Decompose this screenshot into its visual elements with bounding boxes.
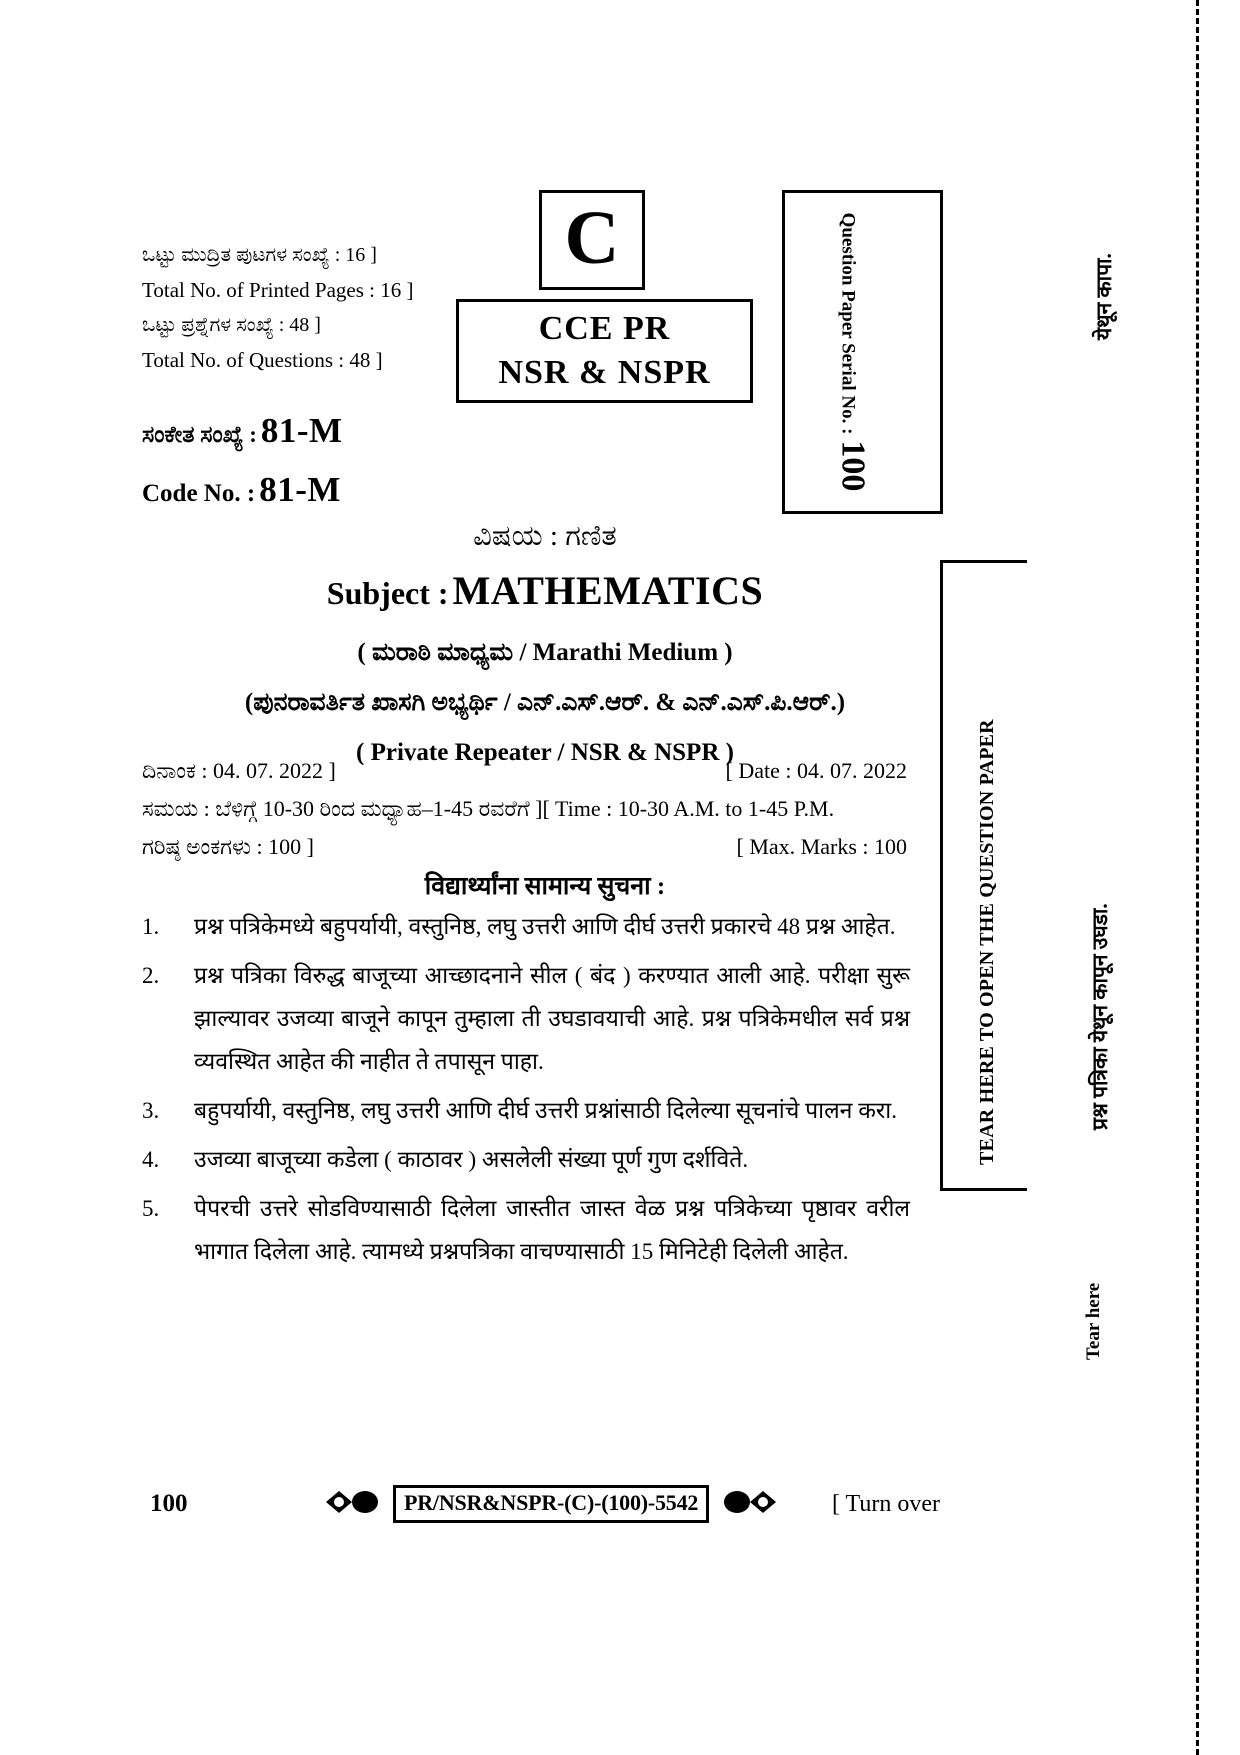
exam-time-kannada: ಸಮಯ : ಬೆಳಿಗ್ಗೆ 10-30 ರಿಂದ ಮಧ್ಯಾಹ–1-45 ರವರೆಗೆ ] bbox=[142, 796, 543, 821]
exam-info-block bbox=[142, 752, 907, 866]
diamond-ornament-left-icon bbox=[325, 1489, 381, 1520]
code-number-value-kn: 81-M bbox=[260, 411, 343, 450]
footer-turn-over: [ Turn over bbox=[831, 1490, 940, 1517]
question-paper-serial-value: 100 bbox=[834, 440, 872, 492]
instruction-text: पेपरची उत्तरे सोडविण्यासाठी दिलेला जास्तीत जास्त वेळ प्रश्न पत्रिकेच्या पृष्ठावर वरील भागात दिलेला आहे. त्यामध्ये प्रश्नपत्रिका वाचण्यासाठी 15 मिनिटेही दिलेली आहेत. bbox=[194, 1196, 910, 1264]
total-questions-en: Total No. of Questions : 48 ] bbox=[142, 348, 383, 372]
printed-pages-meta bbox=[142, 238, 482, 378]
version-letter-box bbox=[539, 190, 645, 290]
footer-page-number: 100 bbox=[150, 1490, 188, 1517]
exam-marks-row bbox=[142, 828, 907, 866]
code-number-value-en: 81-M bbox=[259, 470, 341, 509]
code-number-label-en: Code No. : bbox=[142, 480, 256, 507]
exam-date-english: [ Date : 04. 07. 2022 bbox=[725, 758, 907, 783]
instruction-item bbox=[142, 1138, 910, 1181]
instruction-number: 5. bbox=[142, 1196, 160, 1221]
question-paper-serial-label: Question Paper Serial No. : bbox=[837, 212, 859, 435]
max-marks-kannada: ಗರಿಷ್ಠ ಅಂಕಗಳು : 100 ] bbox=[142, 834, 314, 859]
diamond-ornament-right-icon bbox=[721, 1489, 777, 1520]
question-paper-serial-inner bbox=[834, 213, 872, 492]
instruction-number: 3. bbox=[142, 1098, 160, 1123]
total-printed-pages-en: Total No. of Printed Pages : 16 ] bbox=[142, 278, 414, 302]
tear-note-side-english: TEAR HERE TO OPEN THE QUESTION PAPER bbox=[976, 719, 998, 1165]
instruction-text: उजव्या बाजूच्या कडेला ( काठावर ) असलेली संख्या पूर्ण गुण दर्शविते. bbox=[194, 1147, 749, 1172]
candidate-category-english: ( Private Repeater / NSR & NSPR ) bbox=[356, 739, 734, 766]
total-questions-kn: ಒಟ್ಟು ಪ್ರಶ್ನೆಗಳ ಸಂಖ್ಯೆ : 48 ] bbox=[142, 314, 321, 336]
tear-note-bottom-english: Tear here bbox=[1083, 1282, 1104, 1360]
subject-block bbox=[150, 510, 940, 777]
instructions-list bbox=[142, 905, 910, 1279]
candidate-category-kannada: (ಪುನರಾವರ್ತಿತ ಖಾಸಗಿ ಅಭ್ಯರ್ಥಿ / ಎನ್.ಎಸ್.ಆರ್. & ಎನ್.ಎಸ್.ಪಿ.ಆರ್.) bbox=[244, 689, 846, 716]
instruction-number: 1. bbox=[142, 914, 160, 939]
footer-print-code-group bbox=[325, 1485, 777, 1523]
exam-time-english: [ Time : 10-30 A.M. to 1-45 P.M. bbox=[542, 796, 835, 821]
instruction-item bbox=[142, 954, 910, 1083]
instruction-item bbox=[142, 1089, 910, 1132]
exam-type-line-1: CCE PR bbox=[538, 310, 671, 347]
exam-type-line-2: NSR & NSPR bbox=[498, 354, 711, 391]
exam-type-box bbox=[456, 299, 753, 403]
exam-date-kannada: ದಿನಾಂಕ : 04. 07. 2022 ] bbox=[142, 758, 336, 783]
code-number-kn-row bbox=[142, 405, 522, 464]
code-number-label-kn: ಸಂಕೇತ ಸಂಖ್ಯೆ : bbox=[142, 422, 257, 447]
max-marks-english: [ Max. Marks : 100 bbox=[736, 834, 907, 859]
version-letter: C bbox=[564, 196, 620, 280]
tear-note-side-marathi: प्रश्न पत्रिका येथून कापून उघडा. bbox=[1088, 903, 1112, 1130]
subject-label: Subject : bbox=[326, 575, 449, 611]
page-footer bbox=[150, 1485, 940, 1523]
instruction-text: बहुपर्यायी, वस्तुनिष्ठ, लघु उत्तरी आणि दीर्घ उत्तरी प्रश्नांसाठी दिलेल्या सूचनांचे पालन करा. bbox=[194, 1098, 897, 1123]
medium-line: ( ಮರಾಠಿ ಮಾಧ್ಯಮ / Marathi Medium ) bbox=[357, 639, 733, 666]
instruction-item bbox=[142, 905, 910, 948]
tear-line-dashed bbox=[1196, 0, 1199, 1755]
subject-name: MATHEMATICS bbox=[452, 568, 764, 613]
code-number-block bbox=[142, 405, 522, 523]
instruction-text: प्रश्न पत्रिका विरुद्ध बाजूच्या आच्छादनाने सील ( बंद ) करण्यात आली आहे. परीक्षा सुरू झाल्यावर उजव्या बाजूने कापून तुम्हाला ती उघडावयाची आहे. प्रश्न पत्रिकेमधील सर्व प्रश्न व्यवस्थित आहेत की नाहीत ते तपासून पाहा. bbox=[194, 963, 910, 1074]
subject-title-english bbox=[150, 562, 940, 629]
exam-date-row bbox=[142, 752, 907, 790]
total-printed-pages-kn: ಒಟ್ಟು ಮುದ್ರಿತ ಪುಟಗಳ ಸಂಖ್ಯೆ : 16 ] bbox=[142, 244, 377, 266]
footer-print-code: PR/NSR&NSPR-(C)-(100)-5542 bbox=[393, 1485, 709, 1523]
question-paper-serial-box bbox=[782, 190, 943, 514]
instruction-text: प्रश्न पत्रिकेमध्ये बहुपर्यायी, वस्तुनिष्ठ, लघु उत्तरी आणि दीर्घ उत्तरी प्रकारचे 48 प्रश्न आहेत. bbox=[194, 914, 896, 939]
instruction-number: 4. bbox=[142, 1147, 160, 1172]
instruction-item bbox=[142, 1187, 910, 1273]
instruction-number: 2. bbox=[142, 963, 160, 988]
tear-note-top-marathi: येथून कापा. bbox=[1092, 253, 1116, 340]
subject-title-kannada: ವಿಷಯ : ಗಣಿತ bbox=[473, 520, 617, 552]
instructions-heading: विद्यार्थ्यांना सामान्य सुचना : bbox=[424, 873, 666, 900]
exam-time-row bbox=[142, 790, 907, 828]
